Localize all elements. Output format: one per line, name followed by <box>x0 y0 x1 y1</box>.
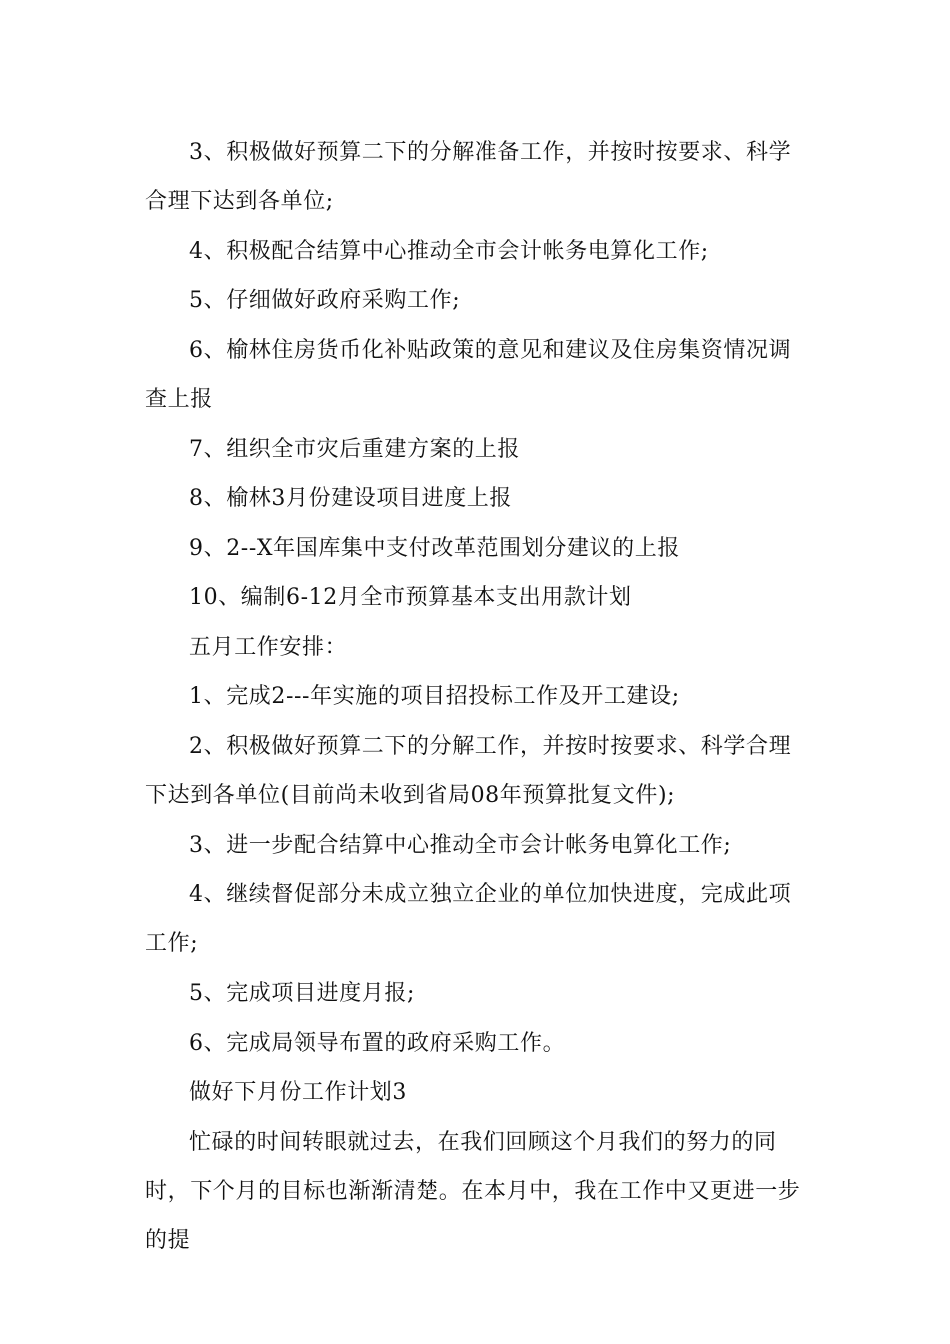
paragraph-2: 4、积极配合结算中心推动全市会计帐务电算化工作; <box>189 239 709 264</box>
paragraph-15: 忙碌的时间转眼就过去，在我们回顾这个月我们的努力的同时，下个月的目标也渐渐清楚。在本月中，我在工作中又更进一步的提 <box>145 1130 801 1253</box>
paragraph-5: 7、组织全市灾后重建方案的上报 <box>189 437 520 462</box>
paragraph-14: 6、完成局领导布置的政府采购工作。 <box>189 1031 566 1056</box>
paragraph-11: 3、进一步配合结算中心推动全市会计帐务电算化工作; <box>189 833 732 858</box>
paragraph-13: 5、完成项目进度月报; <box>189 981 416 1006</box>
paragraph-10: 2、积极做好预算二下的分解工作，并按时按要求、科学合理下达到各单位(目前尚未收到省局08年预算批复文件); <box>145 734 792 808</box>
paragraph-1: 3、积极做好预算二下的分解准备工作，并按时按要求、科学合理下达到各单位; <box>145 140 792 214</box>
section-heading-may: 五月工作安排： <box>189 635 348 660</box>
paragraph-7: 9、2--X年国库集中支付改革范围划分建议的上报 <box>189 536 680 561</box>
section-title-plan-3: 做好下月份工作计划3 <box>189 1080 407 1105</box>
paragraph-12: 4、继续督促部分未成立独立企业的单位加快进度，完成此项工作; <box>145 882 792 956</box>
paragraph-6: 8、榆林3月份建设项目进度上报 <box>189 486 512 511</box>
paragraph-9: 1、完成2---年实施的项目招投标工作及开工建设; <box>189 684 680 709</box>
paragraph-4: 6、榆林住房货币化补贴政策的意见和建议及住房集资情况调查上报 <box>145 338 792 412</box>
paragraph-3: 5、仔细做好政府采购工作; <box>189 288 461 313</box>
paragraph-8: 10、编制6-12月全市预算基本支出用款计划 <box>189 585 632 610</box>
